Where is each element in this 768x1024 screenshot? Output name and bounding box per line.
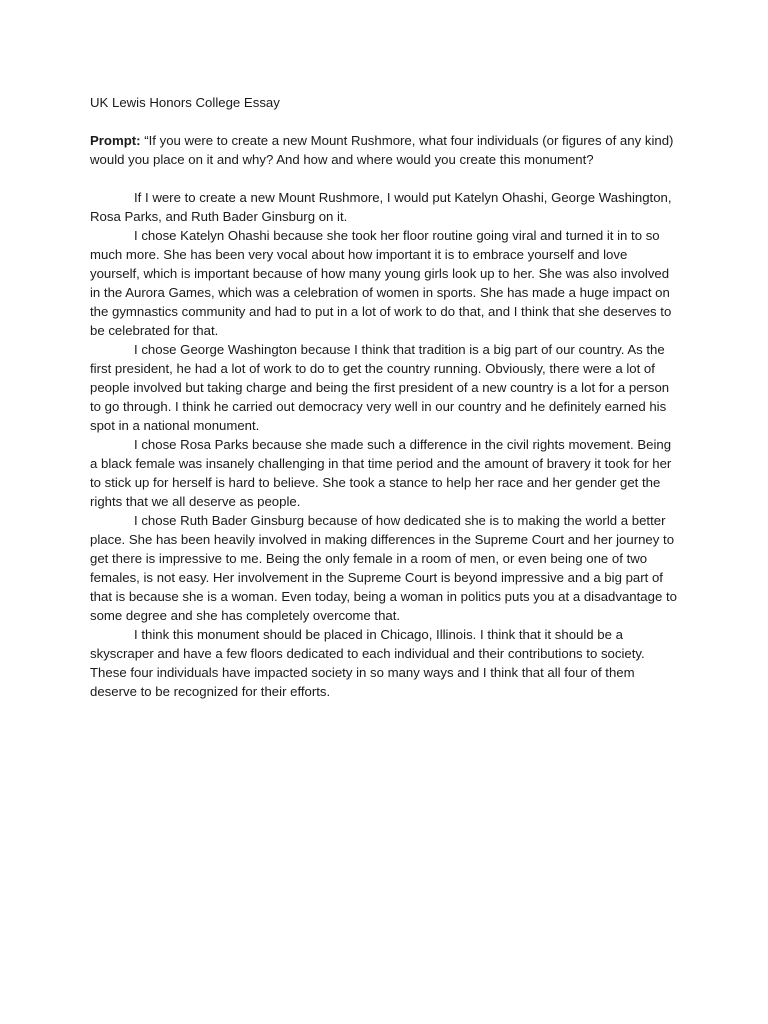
essay-paragraph-rosa-parks: I chose Rosa Parks because she made such a difference in the civil rights movement. Being a black female was insanely challenging in that time period and the amount of bravery it took for her to stick up for herself is hard to believe. She took a stance to help her race and her gender get the rights that we all deserve as people. (90, 437, 672, 509)
document-title: UK Lewis Honors College Essay (90, 95, 280, 110)
prompt-text: “If you were to create a new Mount Rushmore, what four individuals (or figures of any kind) would you place on it and why? And how and where would you create this monument? (90, 133, 674, 167)
essay-paragraph-ruth-bader-ginsburg: I chose Ruth Bader Ginsburg because of how dedicated she is to making the world a better place. She has been heavily involved in making differences in the Supreme Court and her journey to get there is impressive to me. Being the only female in a room of men, or even being one of two females, is not easy. Her involvement in the Supreme Court is beyond impressive and a big part of that is because she is a woman. Even today, being a woman in politics puts you at a disadvantage to some degree and she has completely overcome that. (90, 513, 677, 623)
essay-paragraph-intro: If I were to create a new Mount Rushmore, I would put Katelyn Ohashi, George Washington, Rosa Parks, and Ruth Bader Ginsburg on it. (90, 190, 672, 224)
essay-paragraph-conclusion: I think this monument should be placed in Chicago, Illinois. I think that it should be a skyscraper and have a few floors dedicated to each individual and their contributions to society. These four individuals have impacted society in so many ways and I think that all four of them deserve to be recognized for their efforts. (90, 627, 645, 699)
essay-paragraph-george-washington: I chose George Washington because I think that tradition is a big part of our country. As the first president, he had a lot of work to do to get the country running. Obviously, there were a lot of people involved but taking charge and being the first president of a new country is a lot for a person to go through. I think he carried out democracy very well in our country and he definitely earned his spot in a national monument. (90, 342, 670, 433)
essay-prompt (90, 131, 680, 169)
prompt-label: Prompt: (90, 133, 141, 148)
essay-paragraph-katelyn-ohashi: I chose Katelyn Ohashi because she took her floor routine going viral and turned it in to so much more. She has been very vocal about how important it is to embrace yourself and love yourself, which is important because of how many young girls look up to her. She was also involved in the Aurora Games, which was a celebration of women in sports. She has made a huge impact on the gymnastics community and had to put in a lot of work to do that, and I think that she deserves to be celebrated for that. (90, 228, 672, 338)
essay-body (90, 188, 680, 701)
